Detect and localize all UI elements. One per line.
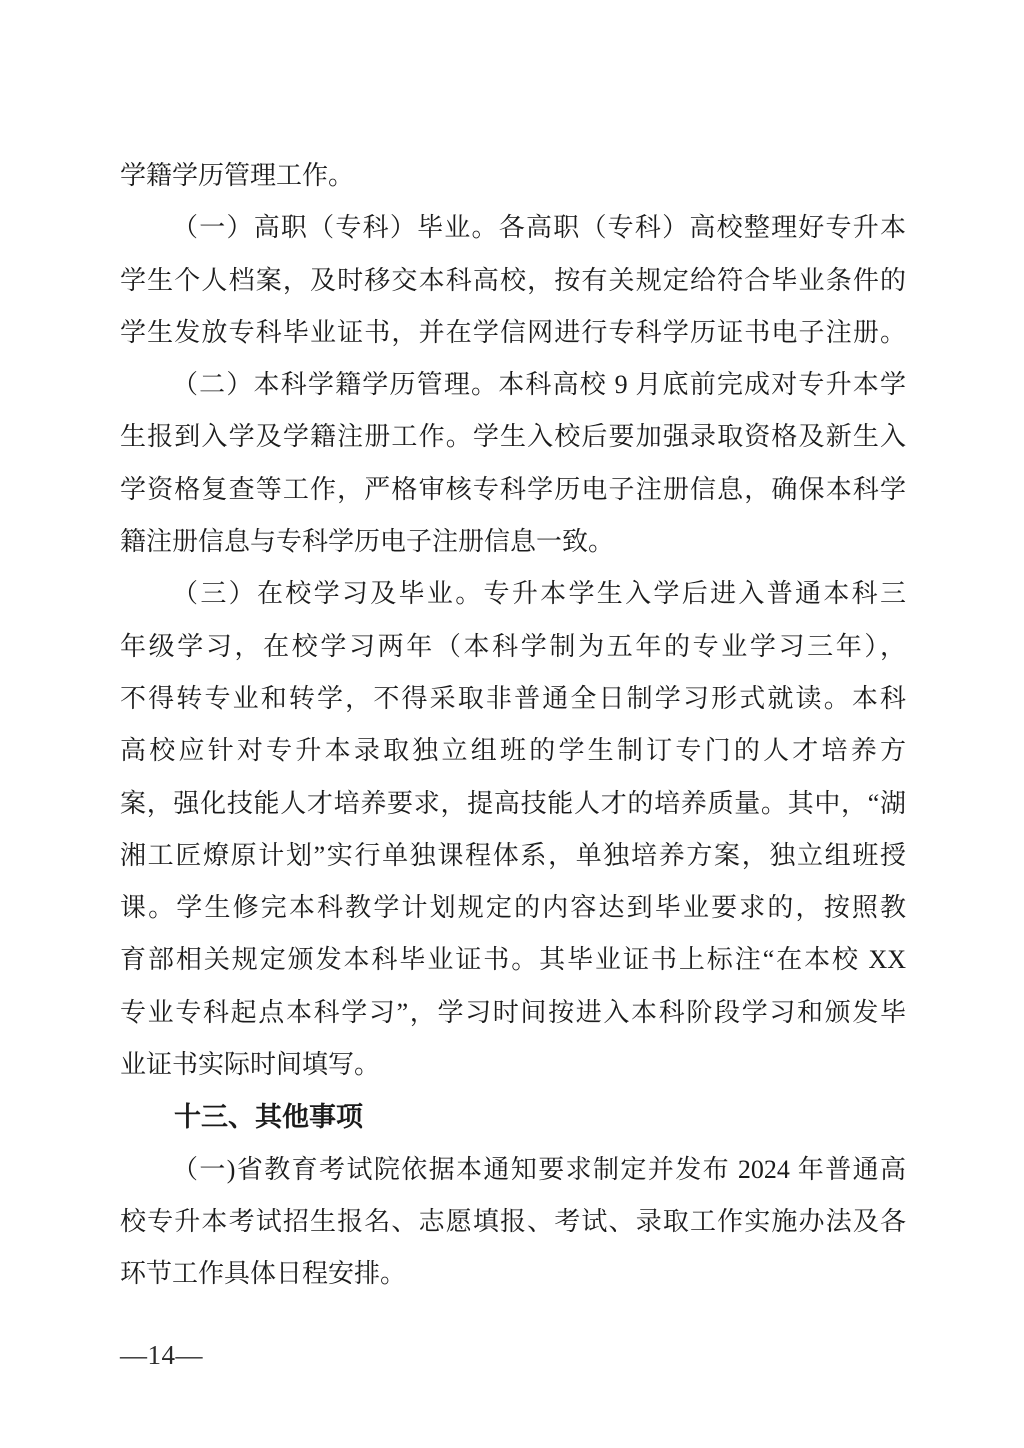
text-line: 湘工匠燎原计划”实行单独课程体系，单独培养方案，独立组班授: [120, 840, 906, 870]
text-line: 学生发放专科毕业证书，并在学信网进行专科学历证书电子注册。: [120, 317, 906, 347]
text-line: 专业专科起点本科学习”，学习时间按进入本科阶段学习和颁发毕: [120, 997, 906, 1027]
text-line: （二）本科学籍学历管理。本科高校 9 月底前完成对专升本学: [172, 370, 906, 400]
text-line: 生报到入学及学籍注册工作。学生入校后要加强录取资格及新生入: [120, 422, 906, 452]
text-line: 校专升本考试招生报名、志愿填报、考试、录取工作实施办法及各: [120, 1206, 906, 1236]
document-content: [120, 150, 906, 1301]
text-line: 案，强化技能人才培养要求，提高技能人才的培养质量。其中，“湖: [120, 788, 906, 818]
text-line: 业证书实际时间填写。: [120, 1050, 381, 1080]
text-line: 不得转专业和转学，不得采取非普通全日制学习形式就读。本科: [120, 683, 906, 713]
text-line: （一)省教育考试院依据本通知要求制定并发布 2024 年普通高: [172, 1154, 906, 1184]
text-line: 年级学习，在校学习两年（本科学制为五年的专业学习三年），: [120, 631, 906, 661]
text-line: 课。学生修完本科教学计划规定的内容达到毕业要求的，按照教: [120, 893, 906, 923]
text-line: 高校应针对专升本录取独立组班的学生制订专门的人才培养方: [120, 736, 906, 766]
text-line: （一）高职（专科）毕业。各高职（专科）高校整理好专升本: [172, 213, 906, 243]
text-line: （三）在校学习及毕业。专升本学生入学后进入普通本科三: [172, 579, 906, 609]
section-heading: 十三、其他事项: [174, 1102, 363, 1133]
text-line: 环节工作具体日程安排。: [120, 1259, 407, 1289]
text-line: 学籍学历管理工作。: [120, 161, 355, 190]
text-line: 籍注册信息与专科学历电子注册信息一致。: [120, 527, 615, 557]
text-line: 学资格复查等工作，严格审核专科学历电子注册信息，确保本科学: [120, 474, 906, 504]
text-line: 育部相关规定颁发本科毕业证书。其毕业证书上标注“在本校 XX: [120, 945, 906, 975]
page-number: —14—: [120, 1340, 203, 1370]
text-line: 学生个人档案，及时移交本科高校，按有关规定给符合毕业条件的: [120, 265, 906, 295]
